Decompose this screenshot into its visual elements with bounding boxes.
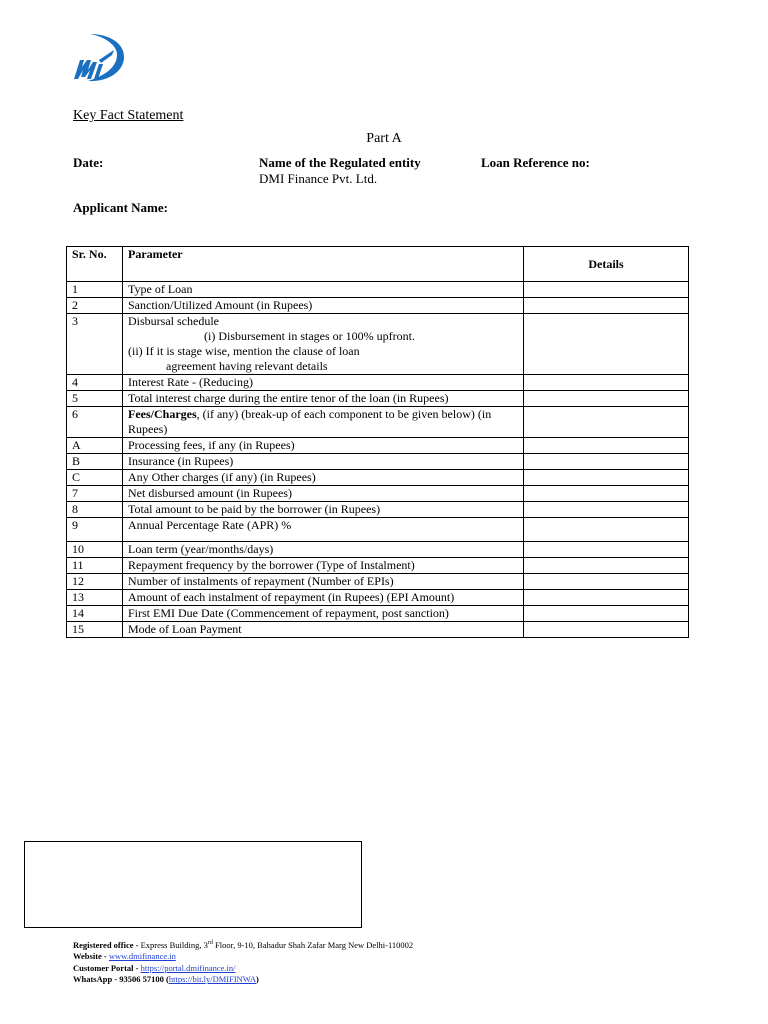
sr-cell: A — [67, 438, 123, 454]
parameter-cell: Insurance (in Rupees) — [123, 454, 524, 470]
sr-cell: 15 — [67, 622, 123, 638]
parameter-bold: Fees/Charges — [128, 407, 197, 421]
sr-cell: 9 — [67, 518, 123, 542]
table-row — [67, 314, 689, 375]
header-parameter: Parameter — [123, 247, 524, 282]
document-title: Key Fact Statement — [73, 108, 184, 123]
applicant-name-label: Applicant Name: — [73, 200, 168, 215]
details-cell[interactable] — [524, 542, 689, 558]
sr-cell: 10 — [67, 542, 123, 558]
sr-cell: 2 — [67, 298, 123, 314]
parameter-sub-2: (ii) If it is stage wise, mention the clause of loan — [128, 344, 360, 358]
details-cell[interactable] — [524, 375, 689, 391]
table-row — [67, 438, 689, 454]
table-row — [67, 454, 689, 470]
registered-office-sup: rd — [207, 940, 213, 946]
whatsapp-number: 93506 57100 ( — [119, 974, 169, 985]
registered-office-value: Express Building, 3 — [140, 939, 208, 950]
table-row — [67, 542, 689, 558]
sr-cell: 3 — [67, 314, 123, 375]
customer-portal-link[interactable]: https://portal.dmifinance.in/ — [140, 962, 236, 973]
part-heading: Part A — [366, 131, 402, 146]
dmi-logo-icon — [70, 32, 126, 84]
sr-cell: 5 — [67, 391, 123, 407]
footer-whatsapp — [73, 974, 413, 986]
table-row — [67, 407, 689, 438]
parameter-cell: Annual Percentage Rate (APR) % — [123, 518, 524, 542]
parameter-main: Disbursal schedule — [128, 314, 219, 328]
parameter-cell — [123, 407, 524, 438]
footer-contact — [73, 938, 413, 986]
parameter-cell: Repayment frequency by the borrower (Type of Instalment) — [123, 558, 524, 574]
details-cell[interactable] — [524, 438, 689, 454]
details-cell[interactable] — [524, 502, 689, 518]
sr-cell: 12 — [67, 574, 123, 590]
sr-cell: 7 — [67, 486, 123, 502]
parameter-cell: Any Other charges (if any) (in Rupees) — [123, 470, 524, 486]
parameter-cell: Interest Rate - (Reducing) — [123, 375, 524, 391]
parameter-cell: First EMI Due Date (Commencement of repayment, post sanction) — [123, 606, 524, 622]
table-row — [67, 558, 689, 574]
table-row — [67, 391, 689, 407]
details-cell[interactable] — [524, 574, 689, 590]
table-row — [67, 606, 689, 622]
website-link[interactable]: www.dmifinance.in — [108, 951, 176, 962]
registered-office-value-rest: Floor, 9-10, Bahadur Shah Zafar Marg New Delhi-110002 — [212, 939, 414, 950]
parameter-cell: Total amount to be paid by the borrower (in Rupees) — [123, 502, 524, 518]
registered-office-label: Registered office - — [73, 939, 141, 950]
sr-cell: 6 — [67, 407, 123, 438]
customer-portal-label: Customer Portal - — [73, 962, 141, 973]
table-row — [67, 298, 689, 314]
table-row — [67, 282, 689, 298]
loan-reference-label: Loan Reference no: — [481, 155, 590, 170]
signature-box — [24, 841, 362, 928]
sr-cell: 4 — [67, 375, 123, 391]
parameter-cell: Loan term (year/months/days) — [123, 542, 524, 558]
details-cell[interactable] — [524, 298, 689, 314]
table-header-row — [67, 247, 689, 282]
table-row — [67, 486, 689, 502]
details-cell[interactable] — [524, 314, 689, 375]
table-row — [67, 470, 689, 486]
sr-cell: C — [67, 470, 123, 486]
footer-customer-portal — [73, 963, 413, 975]
whatsapp-label: WhatsApp - — [73, 974, 120, 985]
sr-cell: 8 — [67, 502, 123, 518]
key-fact-table — [66, 246, 689, 638]
whatsapp-link[interactable]: https://bit.ly/DMIFINWA — [168, 974, 257, 985]
entity-label: Name of the Regulated entity — [259, 155, 421, 170]
table-row — [67, 502, 689, 518]
details-cell[interactable] — [524, 486, 689, 502]
table-row — [67, 518, 689, 542]
table-row — [67, 574, 689, 590]
table-row — [67, 590, 689, 606]
details-cell[interactable] — [524, 606, 689, 622]
parameter-cell: Sanction/Utilized Amount (in Rupees) — [123, 298, 524, 314]
footer-registered-office — [73, 938, 413, 951]
parameter-cell: Type of Loan — [123, 282, 524, 298]
header-details: Details — [524, 247, 689, 282]
details-cell[interactable] — [524, 622, 689, 638]
sr-cell: 14 — [67, 606, 123, 622]
sr-cell: 11 — [67, 558, 123, 574]
sr-cell: 1 — [67, 282, 123, 298]
parameter-cell: Net disbursed amount (in Rupees) — [123, 486, 524, 502]
table-row — [67, 622, 689, 638]
details-cell[interactable] — [524, 454, 689, 470]
parameter-cell: Mode of Loan Payment — [123, 622, 524, 638]
parameter-cell: Total interest charge during the entire tenor of the loan (in Rupees) — [123, 391, 524, 407]
sr-cell: 13 — [67, 590, 123, 606]
parameter-sub-3: agreement having relevant details — [166, 359, 328, 373]
date-label: Date: — [73, 155, 104, 170]
details-cell[interactable] — [524, 407, 689, 438]
parameter-rest: , (if any) (break-up of each component to be given below) (in Rupees) — [128, 407, 492, 436]
details-cell[interactable] — [524, 282, 689, 298]
details-cell[interactable] — [524, 518, 689, 542]
whatsapp-close: ) — [256, 974, 259, 985]
parameter-sub-1: (i) Disbursement in stages or 100% upfront. — [204, 329, 415, 343]
entity-value: DMI Finance Pvt. Ltd. — [259, 171, 378, 186]
table-row — [67, 375, 689, 391]
details-cell[interactable] — [524, 590, 689, 606]
details-cell[interactable] — [524, 470, 689, 486]
details-cell[interactable] — [524, 391, 689, 407]
website-label: Website - — [73, 951, 109, 962]
parameter-cell: Number of instalments of repayment (Number of EPIs) — [123, 574, 524, 590]
details-cell[interactable] — [524, 558, 689, 574]
parameter-cell: Processing fees, if any (in Rupees) — [123, 438, 524, 454]
sr-cell: B — [67, 454, 123, 470]
parameter-cell — [123, 314, 524, 375]
parameter-cell: Amount of each instalment of repayment (in Rupees) (EPI Amount) — [123, 590, 524, 606]
header-sr-no: Sr. No. — [67, 247, 123, 282]
footer-website — [73, 951, 413, 963]
